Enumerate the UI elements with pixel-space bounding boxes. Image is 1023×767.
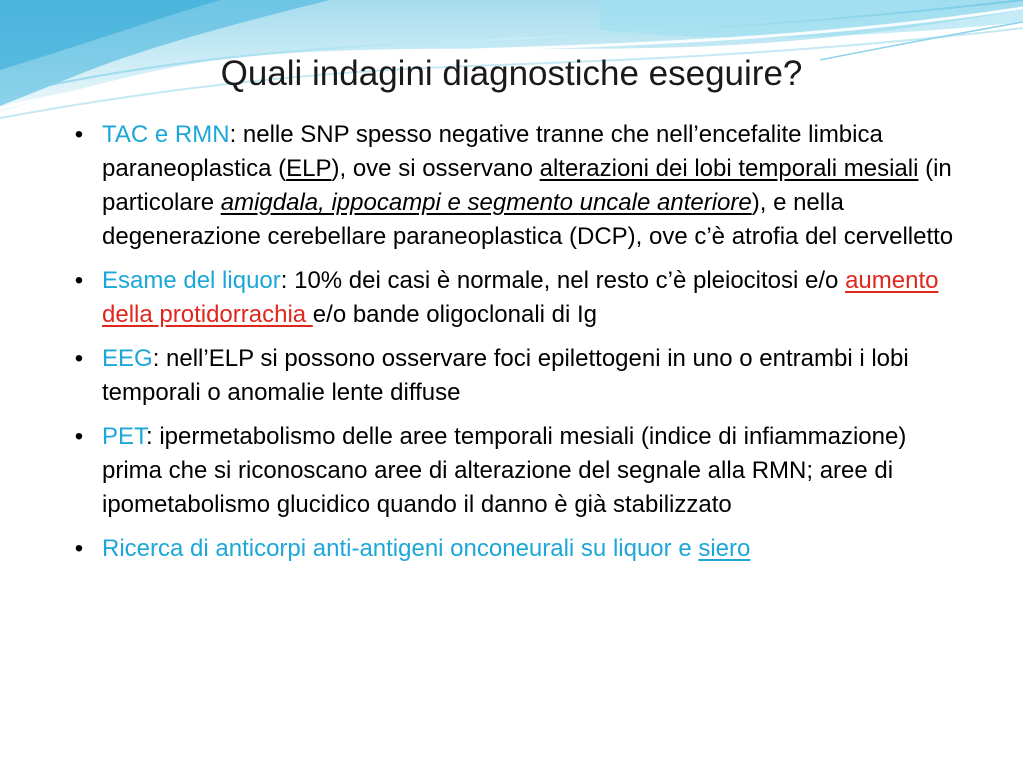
item-keyword: PET [102, 423, 147, 450]
bullet-icon: • [74, 423, 84, 450]
slide-title: Quali indagini diagnostiche eseguire? [220, 54, 803, 93]
list-item [0, 118, 1023, 254]
item-text: : ipermetabolismo delle aree temporali mesiali (indice di infiammazione) prima che si riconoscano aree di alterazione del segnale alla RMN; aree di ipometabolismo glucidico quando il danno è già stabilizzato [102, 423, 907, 518]
item-text: (in particolare [102, 155, 952, 216]
bullet-icon: • [74, 267, 84, 294]
item-text: : nell’ELP si possono osservare foci epilettogeni in uno o entrambi i lobi temporali o anomalie lente diffuse [102, 345, 909, 406]
highlighted-term: aumento della protidorrachia [102, 267, 939, 328]
item-keyword: TAC e RMN [102, 121, 230, 148]
underlined-term: ELP [286, 155, 332, 182]
item-keyword: Ricerca di anticorpi anti-antigeni onconeurali su liquor e [102, 535, 699, 562]
list-item [0, 264, 1023, 332]
item-text: ), ove si osservano [331, 155, 540, 182]
bullet-icon: • [74, 345, 84, 372]
item-keyword: EEG [102, 345, 153, 372]
item-text: e/o bande oligoclonali di Ig [312, 301, 598, 328]
item-keyword: Esame del liquor [102, 267, 281, 294]
italic-underlined-term: amigdala, ippocampi e segmento uncale anteriore [220, 189, 752, 216]
item-text: ), e nella degenerazione cerebellare paraneoplastica (DCP), ove c’è atrofia del cervelletto [102, 189, 954, 250]
bullet-icon: • [74, 121, 84, 148]
item-text: : 10% dei casi è normale, nel resto c’è pleiocitosi e/o [280, 267, 846, 294]
bullet-list [0, 118, 1023, 576]
list-item [0, 342, 1023, 410]
item-text: : nelle SNP spesso negative tranne che nell’encefalite limbica paraneoplastica ( [102, 121, 883, 182]
list-item [0, 420, 1023, 522]
underlined-keyword: siero [698, 535, 751, 562]
underlined-term: alterazioni dei lobi temporali mesiali [539, 155, 919, 182]
list-item [0, 532, 1023, 566]
bullet-icon: • [74, 535, 84, 562]
